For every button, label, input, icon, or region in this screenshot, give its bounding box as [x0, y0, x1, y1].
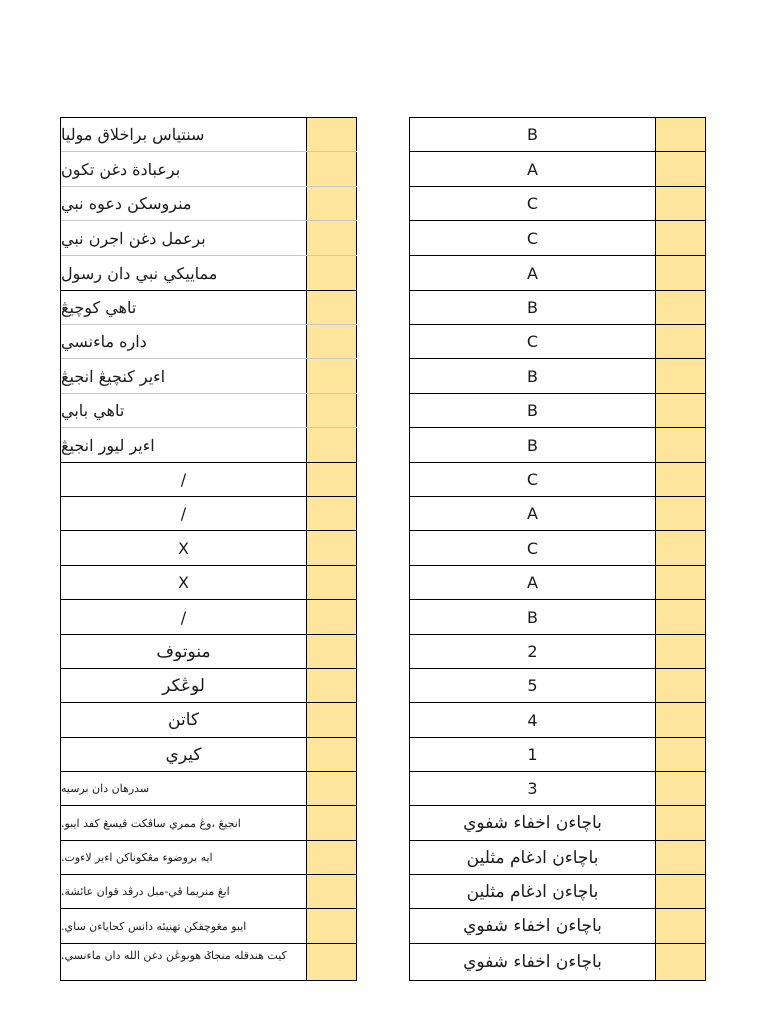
question-cell: A	[410, 497, 656, 530]
question-cell: C	[410, 221, 656, 255]
table-row	[61, 703, 357, 738]
answer-box[interactable]	[307, 118, 357, 151]
question-cell: كاتن	[61, 703, 307, 737]
table-row	[61, 118, 357, 152]
answer-box[interactable]	[656, 806, 706, 840]
table-row	[61, 221, 357, 256]
question-cell: كيري	[61, 738, 307, 771]
question-cell: برعبادة دغن تكون	[61, 152, 307, 186]
table-row	[410, 703, 706, 738]
table-row	[61, 909, 357, 944]
table-row	[61, 600, 357, 635]
question-cell: اءير ليور انجيڠ	[61, 428, 307, 462]
question-cell: ايه بروضوء مڠكوناكن اءير لاءوت.	[61, 841, 307, 874]
answer-box[interactable]	[307, 703, 357, 737]
table-row	[61, 325, 357, 359]
question-cell: برعمل دغن اجرن نبي	[61, 221, 307, 255]
answer-box[interactable]	[656, 635, 706, 668]
table-row	[61, 772, 357, 806]
answer-box[interactable]	[307, 394, 357, 427]
question-cell: سدرهان دان برسيه	[61, 772, 307, 805]
table-row	[410, 531, 706, 566]
table-row	[61, 497, 357, 531]
answer-box[interactable]	[656, 221, 706, 255]
answer-box[interactable]	[656, 152, 706, 186]
question-cell: 1	[410, 738, 656, 771]
question-cell: X	[61, 566, 307, 599]
answer-box[interactable]	[307, 428, 357, 462]
answer-box[interactable]	[307, 875, 357, 908]
answer-box[interactable]	[307, 600, 357, 634]
table-row	[61, 291, 357, 325]
question-cell: C	[410, 531, 656, 565]
question-cell: B	[410, 118, 656, 151]
answer-box[interactable]	[307, 841, 357, 874]
answer-box[interactable]	[307, 463, 357, 496]
table-row	[410, 428, 706, 463]
question-cell: مماييكي نبي دان رسول	[61, 256, 307, 290]
table-row	[410, 187, 706, 221]
question-cell: A	[410, 256, 656, 290]
answer-box[interactable]	[307, 291, 357, 324]
answer-box[interactable]	[656, 703, 706, 737]
answer-box[interactable]	[656, 944, 706, 980]
answer-box[interactable]	[656, 841, 706, 874]
question-cell: 2	[410, 635, 656, 668]
answer-box[interactable]	[656, 118, 706, 151]
answer-box[interactable]	[656, 875, 706, 908]
answer-box[interactable]	[307, 359, 357, 393]
question-cell: B	[410, 359, 656, 393]
table-row	[410, 841, 706, 875]
question-cell: /	[61, 463, 307, 496]
question-cell: /	[61, 600, 307, 634]
question-cell: ايبو مڠوچقكن تهنيئه دانس كحاياءن ساي.	[61, 909, 307, 943]
table-row	[410, 325, 706, 359]
table-row	[61, 875, 357, 909]
table-row	[61, 463, 357, 497]
table-row	[410, 152, 706, 187]
question-cell: تاهي كوچيڠ	[61, 291, 307, 324]
answer-box[interactable]	[307, 738, 357, 771]
answer-box[interactable]	[307, 531, 357, 565]
answer-box[interactable]	[656, 291, 706, 324]
answer-box[interactable]	[307, 256, 357, 290]
question-cell: اءير كنچيڠ انجيڠ	[61, 359, 307, 393]
answer-box[interactable]	[656, 669, 706, 702]
table-row	[61, 944, 357, 981]
question-cell: باچاءن اخفاء شفوي	[410, 944, 656, 980]
answer-box[interactable]	[656, 909, 706, 943]
table-row	[410, 909, 706, 944]
answer-box[interactable]	[656, 394, 706, 427]
question-cell: ابڠ منريما ڤي-مبل درڤد قوان عائشة.	[61, 875, 307, 908]
table-row	[61, 635, 357, 669]
left-answer-table	[60, 117, 357, 981]
table-row	[61, 841, 357, 875]
answer-box[interactable]	[307, 806, 357, 840]
table-row	[410, 394, 706, 428]
table-row	[410, 497, 706, 531]
question-cell: باچاءن اخفاء شفوي	[410, 806, 656, 840]
answer-box[interactable]	[307, 635, 357, 668]
table-row	[61, 152, 357, 187]
table-row	[410, 944, 706, 981]
table-row	[410, 772, 706, 806]
question-cell: منوتوف	[61, 635, 307, 668]
answer-box[interactable]	[307, 221, 357, 255]
question-cell: B	[410, 291, 656, 324]
question-cell: C	[410, 325, 656, 358]
answer-box[interactable]	[307, 152, 357, 186]
table-row	[410, 463, 706, 497]
question-cell: /	[61, 497, 307, 530]
answer-box[interactable]	[656, 566, 706, 599]
table-row	[61, 359, 357, 394]
question-cell: داره ماءنسي	[61, 325, 307, 358]
right-answer-table	[409, 117, 706, 981]
question-cell: باچاءن اخفاء شفوي	[410, 909, 656, 943]
question-cell: باچاءن ادغام مثلين	[410, 841, 656, 874]
question-cell: X	[61, 531, 307, 565]
table-row	[410, 118, 706, 152]
table-row	[410, 256, 706, 291]
answer-box[interactable]	[656, 497, 706, 530]
table-row	[61, 428, 357, 463]
answer-box[interactable]	[656, 463, 706, 496]
question-cell: C	[410, 463, 656, 496]
table-row	[410, 669, 706, 703]
table-row	[410, 600, 706, 635]
question-cell: B	[410, 394, 656, 427]
answer-box[interactable]	[656, 428, 706, 462]
question-cell: منروسكن دعوه نبي	[61, 187, 307, 220]
answer-box[interactable]	[307, 944, 357, 980]
table-row	[61, 187, 357, 221]
table-row	[61, 738, 357, 772]
table-row	[61, 669, 357, 703]
question-cell: لوڠكر	[61, 669, 307, 702]
answer-box[interactable]	[656, 325, 706, 358]
table-row	[61, 806, 357, 841]
table-row	[410, 875, 706, 909]
question-cell: باچاءن ادغام مثلين	[410, 875, 656, 908]
table-row	[410, 359, 706, 394]
answer-box[interactable]	[656, 772, 706, 805]
question-cell: سنتياس براخلاق موليا	[61, 118, 307, 151]
answer-box[interactable]	[307, 497, 357, 530]
answer-box[interactable]	[656, 187, 706, 220]
question-cell: تاهي بابي	[61, 394, 307, 427]
table-row	[61, 394, 357, 428]
answer-box[interactable]	[656, 359, 706, 393]
question-cell: C	[410, 187, 656, 220]
question-cell: انجيڠ ،وڠ ممري ساڤكت ڤيسڠ كفد ايبو.	[61, 806, 307, 840]
table-row	[410, 566, 706, 600]
answer-box[interactable]	[656, 256, 706, 290]
answer-box[interactable]	[656, 600, 706, 634]
table-row	[61, 256, 357, 291]
question-cell: B	[410, 600, 656, 634]
table-row	[410, 806, 706, 841]
table-row	[61, 566, 357, 600]
question-cell: 4	[410, 703, 656, 737]
answer-box[interactable]	[656, 531, 706, 565]
answer-box[interactable]	[307, 187, 357, 220]
question-cell: B	[410, 428, 656, 462]
answer-box[interactable]	[656, 738, 706, 771]
answer-box[interactable]	[307, 909, 357, 943]
question-cell: كيت هندقله منجاݢ هوبوڠن دغن الله دان ماءنسي.	[61, 944, 307, 980]
table-row	[410, 738, 706, 772]
answer-box[interactable]	[307, 325, 357, 358]
table-row	[410, 635, 706, 669]
question-cell: A	[410, 566, 656, 599]
table-row	[61, 531, 357, 566]
table-row	[410, 221, 706, 256]
table-row	[410, 291, 706, 325]
answer-box[interactable]	[307, 669, 357, 702]
question-cell: 5	[410, 669, 656, 702]
answer-box[interactable]	[307, 772, 357, 805]
question-cell: A	[410, 152, 656, 186]
question-cell: 3	[410, 772, 656, 805]
answer-box[interactable]	[307, 566, 357, 599]
